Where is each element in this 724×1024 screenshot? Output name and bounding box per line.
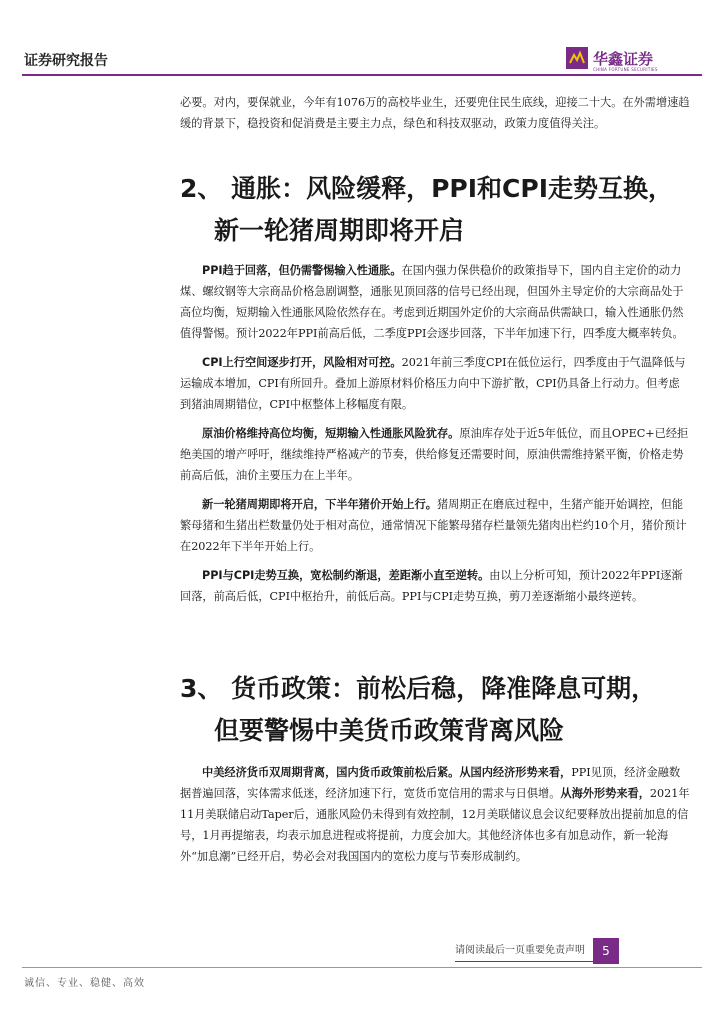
paragraph-pig-lead: 新一轮猪周期即将开启，下半年猪价开始上行。 [202,498,437,511]
paragraph-ppi-text: 在国内强力保供稳价的政策指导下，国内自主定价的动力煤、螺纹钢等大宗商品价格急剧调整，通胀见顶回落的信号已经出现，但国外主导定价的大宗商品处于高位均衡，短期输入性通胀风险依然存在。考虑到近期国外定价的大宗商品供需缺口，输入性通胀仍然值得警惕。预计2022年PPI前高后低，二季度PPI会逐步回落，下半年加速下行，四季度大概率转负。 [180,264,684,340]
paragraph-oil-lead: 原油价格维持高位均衡，短期输入性通胀风险犹存。 [202,427,460,440]
intro-paragraph: 必要。对内，要保就业，今年有1076万的高校毕业生，还要兜住民生底线，迎接二十大。在外需增速趋缓的背景下，稳投资和促消费是主要主力点，绿色和科技双驱动，政策力度值得关注。 [180,96,690,130]
paragraph-monetary-text: PPI见顶，经济金融数据普遍回落，实体需求低迷，经济加速下行，宽货币宽信用的需求与日俱增。 [180,766,681,800]
page-number: 5 [593,938,619,964]
section-3-title [180,668,700,752]
paragraph-cpi-text: 2021年前三季度CPI在低位运行，四季度由于气温降低与运输成本增加，CPI有所回升。叠加上游原材料价格压力向中下游扩散，CPI仍具备上行动力。但考虑到猪油周期错位，CPI中枢整体上移幅度有限。 [180,356,686,411]
logo-subtitle: CHINA FORTUNE SECURITIES [593,67,658,72]
paragraph-oil-text: 原油库存处于近5年低位，而且OPEC+已经拒绝美国的增产呼吁，继续维持严格减产的节奏，供给修复还需要时间，原油供需维持紧平衡，价格走势前高后低，油价主要压力在上半年。 [180,427,689,482]
paragraph-cpi [180,352,690,415]
paragraph-ppi-lead: PPI趋于回落，但仍需警惕输入性通胀。 [202,264,402,277]
paragraph-ppi [180,260,690,344]
logo-mark-icon [566,47,588,69]
header-divider [22,74,702,76]
paragraph-monetary [180,762,690,867]
paragraph-pig-text: 猪周期正在磨底过程中，生猪产能开始调控，但能繁母猪和生猪出栏数量仍处于相对高位，通常情况下能繁母猪存栏量领先猪肉出栏约10个月，猪价预计在2022年下半年开始上行。 [180,498,687,553]
paragraph-monetary-lead: 中美经济货币双周期背离，国内货币政策前松后紧。从国内经济形势来看， [202,766,572,779]
paragraph-ppi-cpi-text: 由以上分析可知，预计2022年PPI逐渐回落，前高后低，CPI中枢抬升，前低后高。PPI与CPI走势互换，剪刀差逐渐缩小最终逆转。 [180,569,683,603]
company-motto: 诚信、专业、稳健、高效 [24,978,145,989]
paragraph-monetary-text2: 2021年11月美联储启动Taper后，通胀风险仍未得到有效控制，12月美联储议息会议纪要释放出提前加息的信号，1月再提缩表，均表示加息进程或将提前，力度会加大。其他经济体也多有加息动作，新一轮海外“加息潮”已经开启，势必会对我国国内的宽松力度与节奏形成制约。 [180,787,690,863]
section-3-body [180,762,690,867]
paragraph-ppi-cpi-lead: PPI与CPI走势互换，宽松制约渐退，差距渐小直至逆转。 [202,569,490,582]
report-label: 证券研究报告 [24,53,108,69]
section-3-title-line2: 但要警惕中美货币政策背离风险 [214,716,565,745]
paragraph-monetary-lead2: 从海外形势来看， [560,787,650,800]
paragraph-cpi-lead: CPI上行空间逐步打开，风险相对可控。 [202,356,402,369]
paragraph-pig [180,494,690,557]
intro-block [180,92,690,134]
section-3-title-line1: 3、 货币政策：前松后稳，降准降息可期， [180,674,657,703]
paragraph-ppi-cpi [180,565,690,607]
footer-divider [22,967,702,968]
section-2-title-line2: 新一轮猪周期即将开启 [214,216,465,245]
disclaimer-link[interactable]: 请阅读最后一页重要免责声明 [455,941,593,962]
logo-text: 华鑫证券 [593,49,654,68]
company-logo [566,45,658,72]
section-2-title-line1: 2、 通胀：风险缓释，PPI和CPI走势互换， [180,174,674,203]
section-2-body [180,260,690,607]
section-2-title [180,168,700,252]
paragraph-oil [180,423,690,486]
footer-box [455,938,619,964]
